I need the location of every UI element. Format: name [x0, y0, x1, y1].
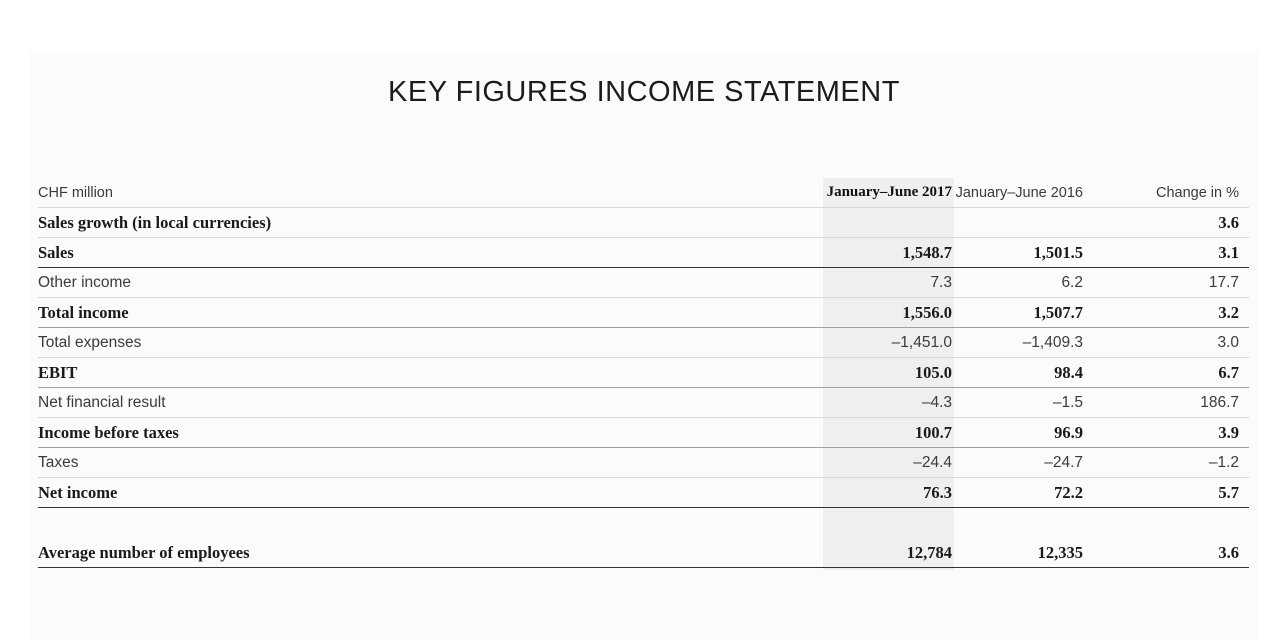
spacer-row [38, 508, 1249, 539]
column-header-change: Change in % [1097, 178, 1249, 208]
row-label: Other income [38, 268, 823, 298]
table-row [38, 268, 1249, 298]
value-2017: 12,784 [823, 538, 954, 568]
value-change: 3.0 [1097, 328, 1249, 358]
value-change: 6.7 [1097, 358, 1249, 388]
value-2017: 100.7 [823, 418, 954, 448]
value-2016: 96.9 [954, 418, 1097, 448]
value-2017: –1,451.0 [823, 328, 954, 358]
value-change: 186.7 [1097, 388, 1249, 418]
value-change: 3.2 [1097, 298, 1249, 328]
row-label: Income before taxes [38, 418, 823, 448]
value-2016: –1,409.3 [954, 328, 1097, 358]
value-2016: –24.7 [954, 448, 1097, 478]
table-row [38, 388, 1249, 418]
value-change: 17.7 [1097, 268, 1249, 298]
income-statement-table [38, 178, 1249, 568]
table-row [38, 238, 1249, 268]
value-2017 [823, 208, 954, 238]
value-2016: 1,507.7 [954, 298, 1097, 328]
value-2016: –1.5 [954, 388, 1097, 418]
page-title: KEY FIGURES INCOME STATEMENT [388, 76, 900, 108]
value-2017: 1,556.0 [823, 298, 954, 328]
value-change: –1.2 [1097, 448, 1249, 478]
unit-label: CHF million [38, 178, 823, 208]
value-2017: –4.3 [823, 388, 954, 418]
table-row [38, 298, 1249, 328]
table-row [38, 358, 1249, 388]
column-header-2016: January–June 2016 [954, 178, 1097, 208]
table-row [38, 448, 1249, 478]
row-label: Taxes [38, 448, 823, 478]
value-2016: 72.2 [954, 478, 1097, 508]
table-row [38, 478, 1249, 508]
value-2016 [954, 208, 1097, 238]
row-label: Sales growth (in local currencies) [38, 208, 823, 238]
value-change: 3.1 [1097, 238, 1249, 268]
row-label: Sales [38, 238, 823, 268]
table-header-row [38, 178, 1249, 208]
value-2016: 98.4 [954, 358, 1097, 388]
value-2017: –24.4 [823, 448, 954, 478]
value-2017: 76.3 [823, 478, 954, 508]
value-change: 3.6 [1097, 538, 1249, 568]
row-label: Net income [38, 478, 823, 508]
value-2016: 1,501.5 [954, 238, 1097, 268]
row-label: Average number of employees [38, 538, 823, 568]
table-row [38, 418, 1249, 448]
value-change: 3.6 [1097, 208, 1249, 238]
row-label: Total expenses [38, 328, 823, 358]
table-row [38, 328, 1249, 358]
value-2017: 1,548.7 [823, 238, 954, 268]
value-2017: 105.0 [823, 358, 954, 388]
value-2017: 7.3 [823, 268, 954, 298]
employees-row [38, 538, 1249, 568]
table-row [38, 208, 1249, 238]
value-change: 5.7 [1097, 478, 1249, 508]
row-label: EBIT [38, 358, 823, 388]
value-change: 3.9 [1097, 418, 1249, 448]
row-label: Net financial result [38, 388, 823, 418]
value-2016: 6.2 [954, 268, 1097, 298]
row-label: Total income [38, 298, 823, 328]
value-2016: 12,335 [954, 538, 1097, 568]
column-header-2017: January–June 2017 [823, 178, 954, 208]
